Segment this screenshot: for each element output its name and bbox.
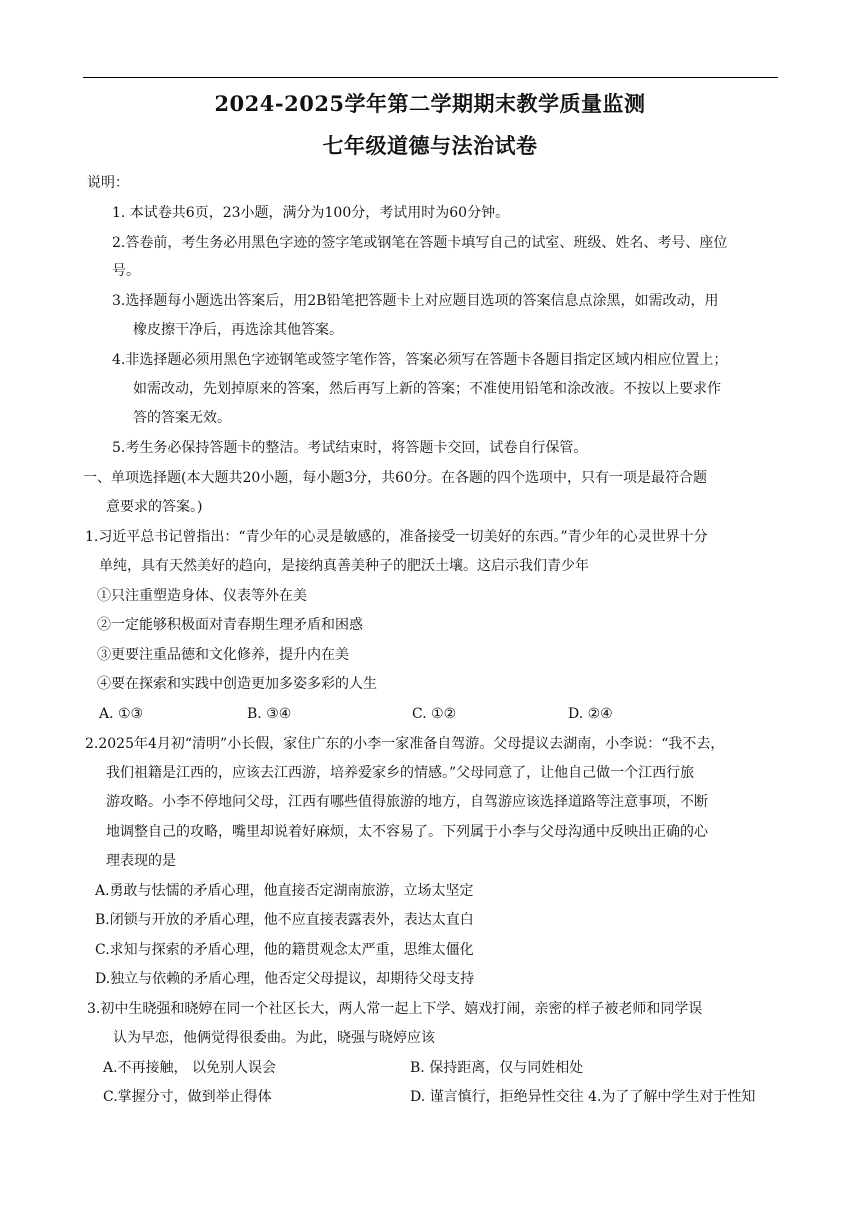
section-heading: 一、单项选择题(本大题共20小题，每小题3分，共60分。在各题的四个选项中，只有一项是最符合题 [83,470,707,486]
question-stem: 游攻略。小李不停地问父母，江西有哪些值得旅游的地方，自驾游应该选择道路等注意事项，不断 [106,794,708,810]
question-stem: 认为早恋，他俩觉得很委曲。为此，晓强与晓婷应该 [113,1030,435,1046]
option-d: D. ②④ [568,706,613,722]
note-line: 答的答案无效。 [133,410,231,426]
note-line: 如需改动，先划掉原来的答案，然后再写上新的答案；不准使用铅笔和涂改液。不按以上要求作 [133,381,721,397]
question-stem: 2.2025年4月初“清明”小长假，家住广东的小李一家准备自驾游。父母提议去湖南，小李说：“我不去， [85,736,725,752]
option-b: B.闭锁与开放的矛盾心理，他不应直接表露表外，表达太直白 [95,912,474,928]
section-heading-cont: 意要求的答案。) [106,499,203,515]
question-stem: 1.习近平总书记曾指出：“青少年的心灵是敏感的，准备接受一切美好的东西。”青少年的心灵世界十分 [85,529,708,545]
option-b: B. ③④ [247,706,292,722]
option-d: D.独立与依赖的矛盾心理，他否定父母提议，却期待父母支持 [95,971,475,987]
note-line: 3.选择题每小题选出答案后，用2B铅笔把答题卡上对应题目选项的答案信息点涂黑，如需改动，用 [112,293,719,309]
option-a: A.勇敢与怯懦的矛盾心理，他直接否定湖南旅游，立场太坚定 [95,883,474,899]
note-line: 橡皮擦干净后，再选涂其他答案。 [133,322,343,338]
option-c: C.掌握分寸，做到举止得体 [103,1089,272,1105]
option-b: B. 保持距离，仅与同姓相处 [410,1060,584,1076]
question-stem: 单纯，具有天然美好的趋向，是接纳真善美种子的肥沃土壤。这启示我们青少年 [99,558,589,574]
note-line: 1. 本试卷共6页，23小题，满分为100分，考试用时为60分钟。 [112,205,510,221]
statement: ③更要注重品德和文化修养，提升内在美 [97,647,349,663]
option-a: A.不再接触， 以免别人误会 [103,1060,277,1076]
note-line: 号。 [112,263,140,279]
question-stem: 我们祖籍是江西的，应该去江西游，培养爱家乡的情感。”父母同意了，让他自己做一个江西行旅 [106,765,695,781]
note-line: 4.非选择题必须用黑色字迹钢笔或签字笔作答，答案必须写在答题卡各题目指定区域内相应位置上； [112,352,728,368]
header-rule [83,77,778,78]
option-c: C. ①② [412,706,457,722]
option-a: A. ①③ [99,706,144,722]
option-d: D. 谨言慎行，拒绝异性交往 4.为了了解中学生对于性知 [410,1089,756,1105]
statement: ④要在探索和实践中创造更加多姿多彩的人生 [97,676,377,692]
note-line: 2.答卷前，考生务必用黑色字迹的签字笔或钢笔在答题卡填写自己的试室、班级、姓名、考号、座位 [112,235,728,251]
option-c: C.求知与探索的矛盾心理，他的籍贯观念太严重，思维太僵化 [95,942,474,958]
notes-heading: 说明： [87,175,129,191]
question-stem: 理表现的是 [106,853,176,869]
note-line: 5.考生务必保持答题卡的整洁。考试结束时，将答题卡交回，试卷自行保管。 [112,440,588,456]
question-stem: 地调整自己的攻略，嘴里却说着好麻烦，太不容易了。下列属于小李与父母沟通中反映出正确的心 [106,824,708,840]
exam-subtitle: 七年级道德与法治试卷 [322,133,538,158]
question-stem: 3.初中生晓强和晓婷在同一个社区长大，两人常一起上下学、嬉戏打闹，亲密的样子被老师和同学误 [87,1001,703,1017]
statement: ①只注重塑造身体、仪表等外在美 [97,588,307,604]
statement: ②一定能够积极面对青春期生理矛盾和困惑 [97,617,363,633]
exam-title: 2024-2025学年第二学期期末教学质量监测 [214,91,646,116]
